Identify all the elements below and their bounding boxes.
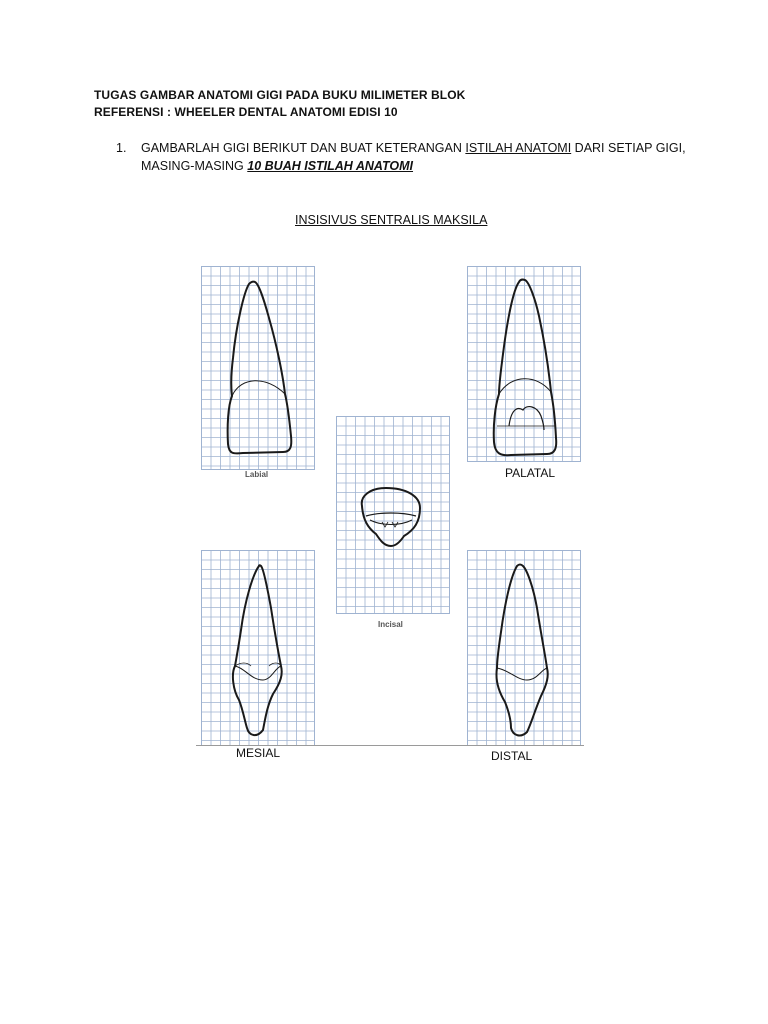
incisal-view-panel <box>336 416 450 629</box>
incisal-tooth-outline <box>362 488 420 546</box>
labial-grid <box>201 266 315 470</box>
incisal-grid <box>336 416 450 614</box>
labial-view-panel <box>201 266 315 479</box>
item-number: 1. <box>116 141 127 155</box>
instruction-line-1 <box>141 141 686 155</box>
distal-tooth-outline <box>496 565 547 736</box>
mesial-caption: MESIAL <box>236 746 281 760</box>
labial-label: Labial <box>245 470 269 479</box>
palatal-tooth-outline <box>494 280 556 456</box>
palatal-view-panel <box>467 266 581 480</box>
instruction-text-c: MASING-MASING <box>141 159 248 173</box>
instruction-line-2 <box>141 159 413 173</box>
assignment-title: TUGAS GAMBAR ANATOMI GIGI PADA BUKU MILIMETER BLOK <box>94 88 466 102</box>
mesial-grid <box>201 550 315 746</box>
instruction-text-a: GAMBARLAH GIGI BERIKUT DAN BUAT KETERANGAN <box>141 141 466 155</box>
instruction-text-b: DARI SETIAP GIGI, <box>571 141 686 155</box>
section-title: INSISIVUS SENTRALIS MAKSILA <box>295 213 488 227</box>
reference-line: REFERENSI : WHEELER DENTAL ANATOMI EDISI 10 <box>94 105 398 119</box>
palatal-grid <box>467 266 581 462</box>
incisal-label: Incisal <box>378 620 403 629</box>
palatal-caption: PALATAL <box>505 466 556 480</box>
baseline-divider <box>196 745 584 746</box>
distal-grid <box>467 550 581 746</box>
mesial-view-panel <box>201 550 315 760</box>
mesial-tooth-outline <box>233 565 282 735</box>
distal-view-panel <box>467 550 581 763</box>
instruction-underlined-term: ISTILAH ANATOMI <box>465 141 572 155</box>
distal-caption: DISTAL <box>491 749 533 763</box>
instruction-emphasis: 10 BUAH ISTILAH ANATOMI <box>247 159 414 173</box>
